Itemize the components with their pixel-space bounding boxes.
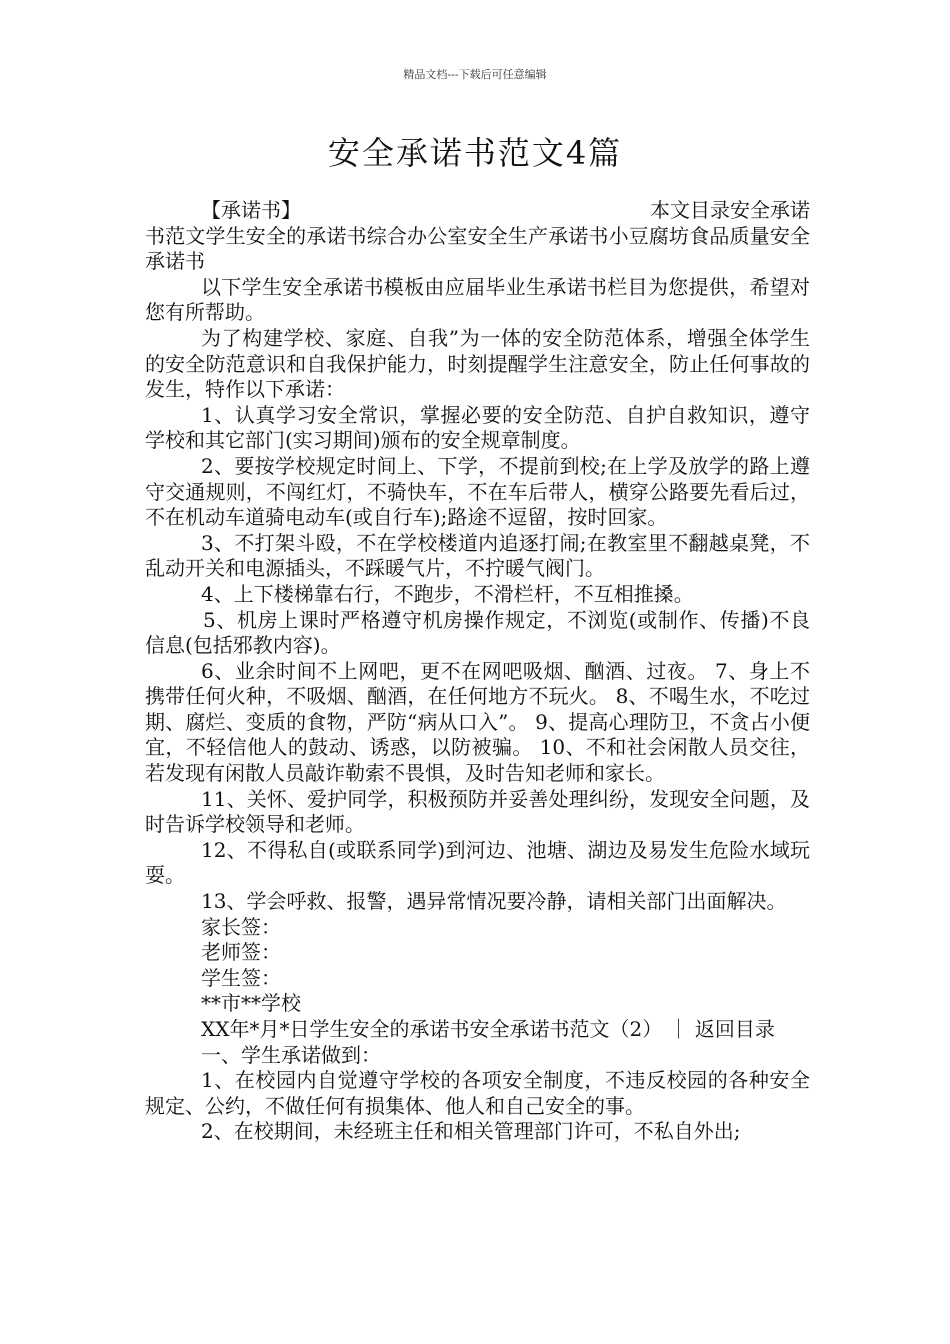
paragraph: 12、不得私自(或联系同学)到河边、池塘、湖边及易发生危险水域玩耍。 — [145, 837, 810, 888]
signature-teacher: 老师签： — [201, 940, 281, 965]
date-line: XX年*月*日学生安全的承诺书安全承诺书范文（2） ｜ 返回目录 — [201, 1017, 775, 1041]
paragraph: 11、关怀、爱护同学，积极预防并妥善处理纠纷，发现安全问题，及时告诉学校领导和老师。 — [145, 786, 810, 837]
paragraph: 13、学会呼救、报警，遇异常情况要冷静，请相关部门出面解决。 — [201, 889, 787, 914]
paragraph: 4、上下楼梯靠右行，不跑步，不滑栏杆，不互相推搡。 — [201, 581, 694, 606]
section-heading: 一、学生承诺做到： — [201, 1042, 381, 1067]
paragraph: 2、要按学校规定时间上、下学，不提前到校;在上学及放学的路上遵守交通规则，不闯红灯，不骑快车，不在车后带人，横穿公路要先看后过，不在机动车道骑电动车(或自行车);路途不逗留，按时回家。 — [145, 453, 810, 530]
paragraph: 6、业余时间不上网吧，更不在网吧吸烟、酗酒、过夜。 7、身上不携带任何火种，不吸烟、酗酒，在任何地方不玩火。 8、不喝生水，不吃过期、腐烂、变质的食物，严防“病从口入”。 9、提高心理防卫，不贪占小便宜，不轻信他人的鼓动、诱惑，以防被骗。 10、不和社会闲散人员交往，若发现有闲散人员敲诈勒索不畏惧，及时告知老师和家长。 — [145, 658, 810, 786]
signature-parent: 家长签： — [201, 914, 281, 939]
paragraph: 3、不打架斗殴，不在学校楼道内追逐打闹;在教室里不翻越桌凳，不乱动开关和电源插头，不踩暖气片，不拧暖气阀门。 — [145, 530, 810, 581]
document-body — [145, 198, 810, 1145]
paragraph: 1、认真学习安全常识，掌握必要的安全防范、自护自救知识，遵守学校和其它部门(实习期间)颁布的安全规章制度。 — [145, 402, 810, 453]
paragraph: 5、机房上课时严格遵守机房操作规定，不浏览(或制作、传播)不良信息(包括邪教内容)。 — [145, 607, 810, 658]
paragraph: 以下学生安全承诺书模板由应届毕业生承诺书栏目为您提供，希望对您有所帮助。 — [145, 274, 810, 325]
signature-student: 学生签： — [201, 965, 281, 990]
document-title: 安全承诺书范文4篇 — [327, 134, 623, 172]
intro-line — [145, 198, 810, 224]
paragraph: 为了构建学校、家庭、自我”为一体的安全防范体系，增强全体学生的安全防范意识和自我保护能力，时刻提醒学生注意安全，防止任何事故的发生，特作以下承诺： — [145, 325, 810, 402]
paragraph: 2、在校期间，未经班主任和相关管理部门许可，不私自外出; — [201, 1119, 741, 1144]
toc-text: 书范文学生安全的承诺书综合办公室安全生产承诺书小豆腐坊食品质量安全承诺书 — [145, 223, 810, 274]
commitment-tag: 【承诺书】 — [201, 198, 301, 222]
paragraph: 1、在校园内自觉遵守学校的各项安全制度，不违反校园的各种安全规定、公约，不做任何有损集体、他人和自己安全的事。 — [145, 1068, 810, 1118]
toc-start: 本文目录安全承诺 — [650, 198, 810, 222]
page-header: 精品文档---下载后可任意编辑 — [403, 68, 547, 81]
school-name: **市**学校 — [201, 991, 301, 1016]
